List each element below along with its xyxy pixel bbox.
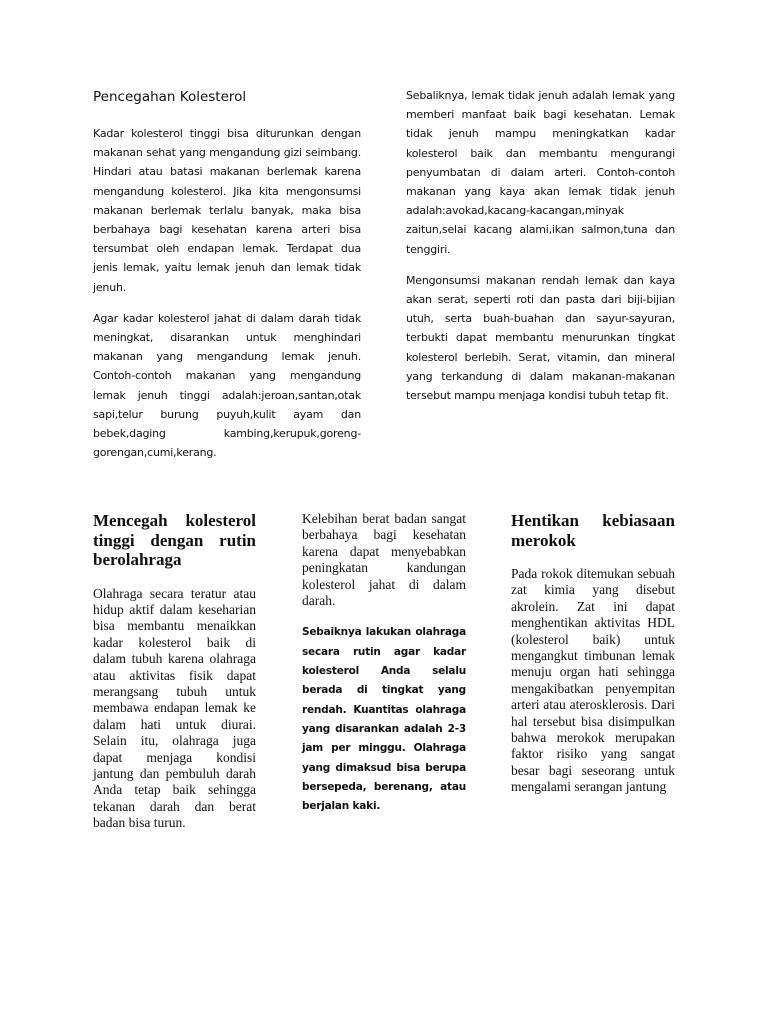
bottom-column-1: [93, 511, 256, 846]
paragraph: Kelebihan berat badan sangat berbahaya bagi kesehatan karena dapat menyebabkan peningkatan kandungan kolesterol jahat di dalam darah.: [302, 511, 466, 609]
top-left-column: [93, 88, 361, 474]
paragraph: Mengonsumsi makanan rendah lemak dan kaya akan serat, seperti roti dan pasta dari biji-bijian utuh, serta buah-buahan dan sayur-sayuran, terbukti dapat membantu menurunkan tingkat kolesterol berlebih. Serat, vitamin, dan mineral yang terkandung di dalam makanan-makanan tersebut mampu menjaga kondisi tubuh tetap fit.: [406, 273, 675, 403]
section-title-olahraga: Mencegah kolesterol tinggi dengan rutin berolahraga: [93, 511, 256, 569]
bold-paragraph: Sebaiknya lakukan olahraga secara rutin agar kadar kolesterol Anda selalu berada di tingkat yang rendah. Kuantitas olahraga yang disarankan adalah 2-3 jam per minggu. Olahraga yang dimaksud bisa berupa bersepeda, berenang, atau berjalan kaki.: [302, 626, 466, 813]
paragraph: Pada rokok ditemukan sebuah zat kimia yang disebut akrolein. Zat ini dapat menghentikan aktivitas HDL (kolesterol baik) untuk mengangkut timbunan lemak menuju organ hati sehingga mengakibatkan penyempitan arteri atau aterosklerosis. Dari hal tersebut bisa disimpulkan bahwa merokok merupakan faktor risiko yang sangat besar bagi seseorang untuk mengalami serangan jantung: [511, 566, 675, 795]
section-title-merokok: Hentikan kebiasaan merokok: [511, 511, 675, 550]
top-right-column: [406, 86, 675, 417]
paragraph: Kadar kolesterol tinggi bisa diturunkan dengan makanan sehat yang mengandung gizi seimbang. Hindari atau batasi makanan berlemak karena mengandung kolesterol. Jika kita mengonsumsi makanan berlemak terlalu banyak, maka bisa berbahaya bagi kesehatan karena arteri bisa tersumbat oleh endapan lemak. Terdapat dua jenis lemak, yaitu lemak jenuh dan lemak tidak jenuh.: [93, 127, 361, 294]
paragraph: Sebaliknya, lemak tidak jenuh adalah lemak yang memberi manfaat baik bagi kesehatan. Lemak tidak jenuh mampu meningkatkan kadar kolesterol baik dan membantu mengurangi penyumbatan di dalam arteri. Contoh-contoh makanan yang kaya akan lemak tidak jenuh adalah:avokad,kacang-kacangan,minyak zaitun,selai kacang alami,ikan salmon,tuna dan tenggiri.: [406, 89, 675, 256]
bottom-column-2: [302, 511, 466, 816]
paragraph: Agar kadar kolesterol jahat di dalam darah tidak meningkat, disarankan untuk menghindari makanan yang mengandung lemak jenuh. Contoh-contoh makanan yang mengandung lemak jenuh tinggi adalah:jeroan,santan,otak sapi,telur burung puyuh,kulit ayam dan bebek,daging kambing,kerupuk,goreng-gorengan,cumi,kerang.: [93, 311, 361, 460]
paragraph: Olahraga secara teratur atau hidup aktif dalam keseharian bisa membantu menaikkan kadar kolesterol baik di dalam tubuh karena olahraga atau aktivitas fisik dapat merangsang tubuh untuk membawa endapan lemak ke dalam hati untuk diurai. Selain itu, olahraga juga dapat menjaga kondisi jantung dan pembuluh darah Anda tetap baik sehingga tekanan darah dan berat badan bisa turun.: [93, 585, 256, 831]
bottom-column-3: [511, 511, 675, 810]
section-title-pencegahan: Pencegahan Kolesterol: [93, 89, 247, 105]
